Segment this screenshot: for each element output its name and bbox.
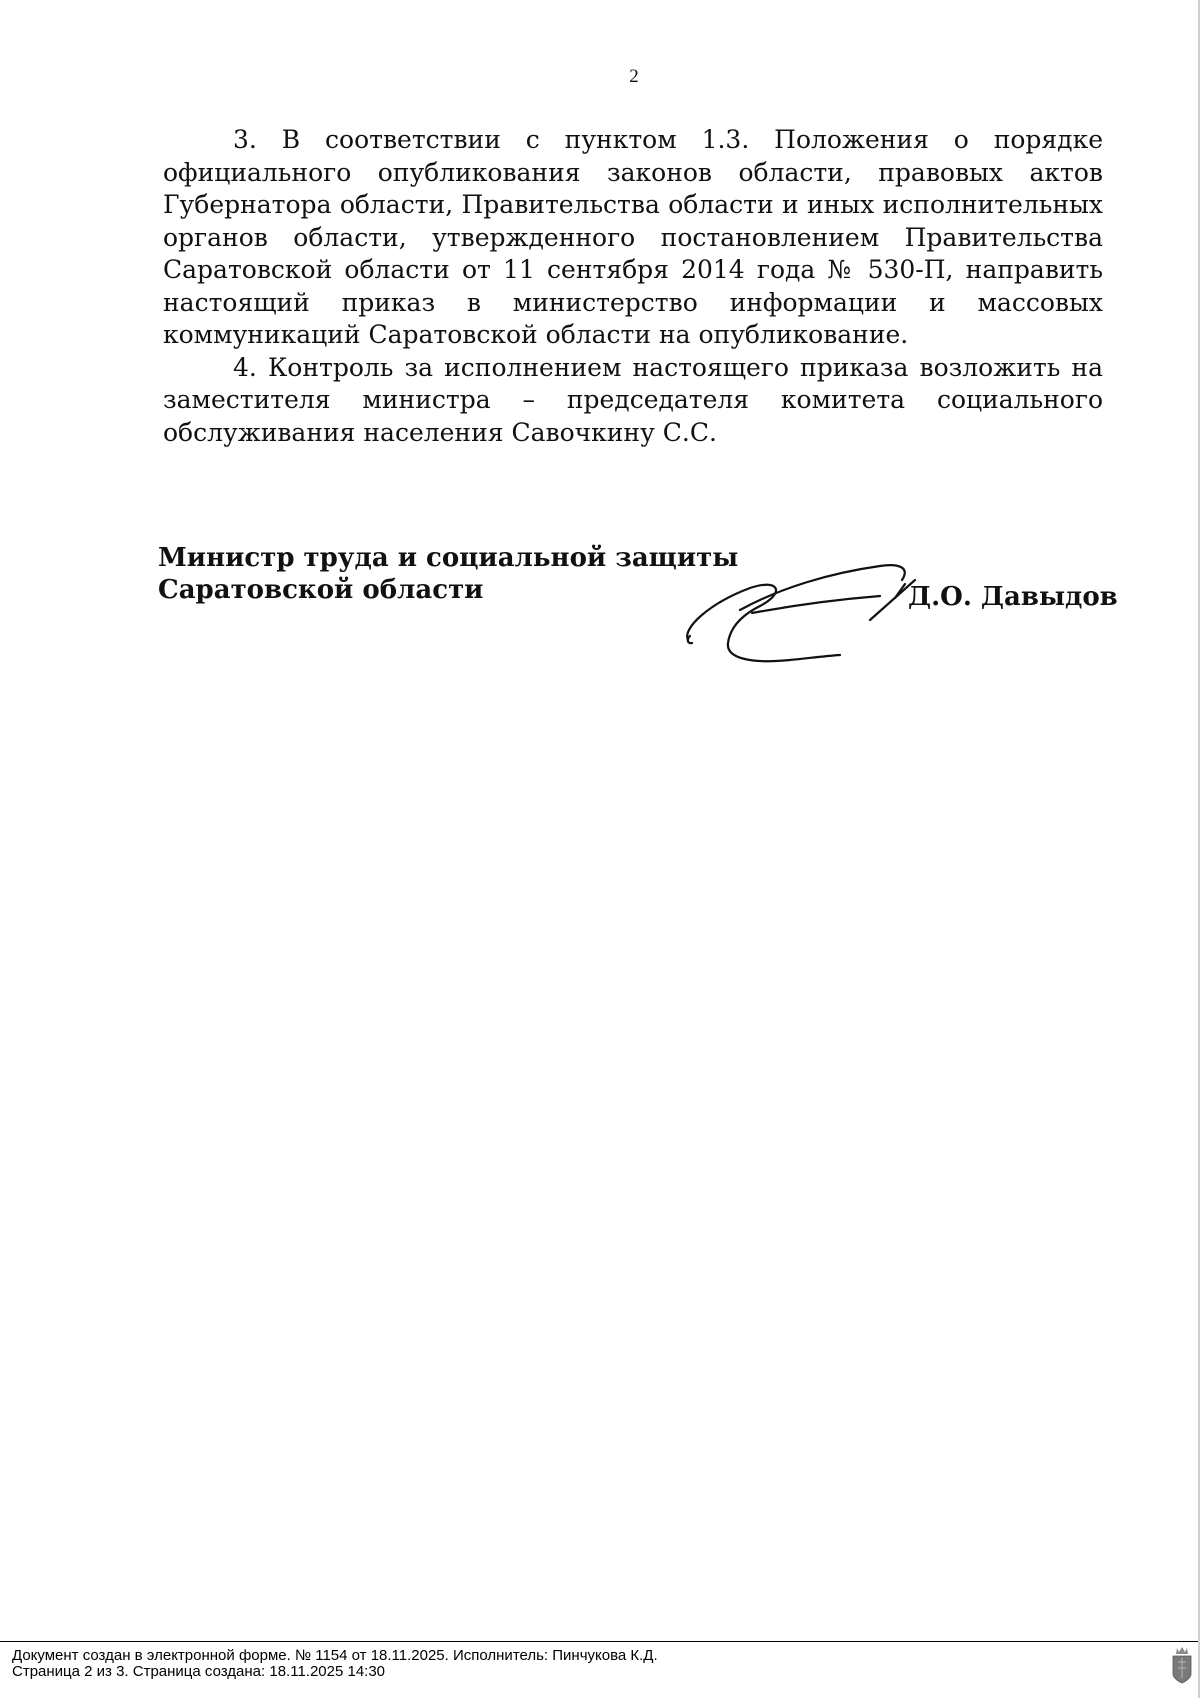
footer-line2: Страница 2 из 3. Страница создана: 18.11.2025 14:30 (12, 1663, 386, 1680)
paragraph-3: 3. В соответствии с пунктом 1.3. Положения о порядке официального опубликования законов области, правовых актов Губернатора области, Правительства области и иных исполнительных органов области, утвержденного постановлением Правительства Саратовской области от 11 сентября 2014 года № 530-П, направить настоящий приказ в министерство информации и массовых коммуникаций Саратовской области на опубликование. (163, 125, 1103, 349)
coat-of-arms-icon (1170, 1646, 1194, 1684)
signatory-title-line1: Министр труда и социальной защиты (158, 543, 739, 573)
signatory-title-line2: Саратовской области (158, 575, 484, 605)
paragraph-4: 4. Контроль за исполнением настоящего приказа возложить на заместителя министра – председателя комитета социального обслуживания населения Савочкину С.С. (163, 352, 1103, 447)
handwritten-signature (680, 558, 920, 668)
signatory-name: Д.О. Давыдов (908, 582, 1118, 612)
page-number: 2 (629, 66, 639, 87)
footer-divider (0, 1641, 1198, 1642)
footer (12, 1648, 658, 1680)
document-body (163, 124, 1103, 449)
footer-line1: Документ создан в электронной форме. № 1154 от 18.11.2025. Исполнитель: Пинчукова К.Д. (12, 1647, 658, 1664)
signatory-title (158, 542, 738, 606)
